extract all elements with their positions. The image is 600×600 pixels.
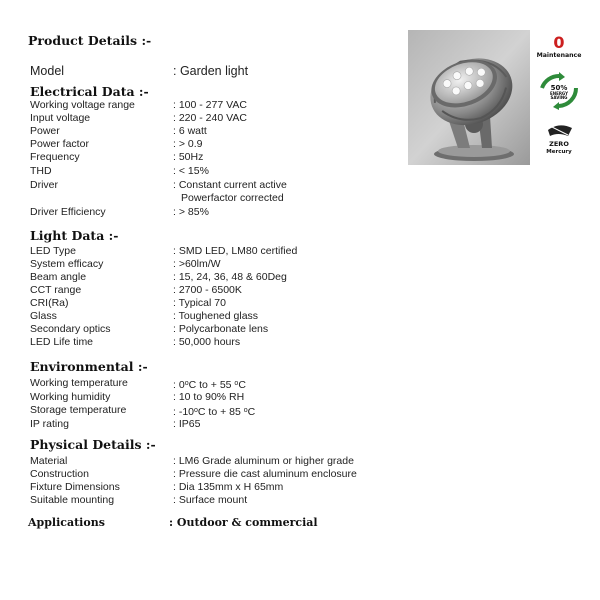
- spec-row: [30, 455, 430, 468]
- spec-row: [30, 310, 430, 323]
- energy-percent: 50%: [550, 84, 568, 92]
- spec-label: Working voltage range: [30, 99, 135, 111]
- spec-value: : 100 - 277 VAC: [173, 99, 247, 111]
- saving-word: SAVING: [550, 95, 568, 100]
- spec-value: : > 85%: [173, 206, 209, 218]
- spec-row: [30, 494, 430, 507]
- temp-from: : -10: [173, 406, 195, 418]
- applications-value: : Outdoor & commercial: [169, 516, 318, 529]
- spec-value: : < 15%: [173, 165, 209, 177]
- spec-value: : Pressure die cast aluminum enclosure: [173, 468, 357, 480]
- spec-value: : Dia 135mm x H 65mm: [173, 481, 284, 493]
- temp-from: : 0: [173, 379, 185, 391]
- garden-light-product-photo: [408, 30, 530, 165]
- degree-sign: o: [194, 407, 198, 414]
- spec-label: THD: [30, 165, 52, 177]
- applications-row: [28, 516, 448, 529]
- spec-row: [30, 391, 430, 404]
- spec-row: [30, 138, 430, 151]
- spec-row: [30, 297, 430, 310]
- spec-label: LED Type: [30, 245, 76, 257]
- spec-row: [30, 125, 430, 138]
- spec-row: [30, 377, 430, 390]
- temp-to: C to + 85: [197, 406, 244, 418]
- environmental-heading: Environmental :-: [30, 359, 148, 374]
- spec-label: System efficacy: [30, 258, 104, 270]
- spec-label: Working humidity: [30, 391, 111, 403]
- spec-row-model: [30, 63, 430, 79]
- spec-value: : 10 to 90% RH: [173, 391, 245, 403]
- spec-label: Driver Efficiency: [30, 206, 106, 218]
- spec-value: : IP65: [173, 418, 201, 430]
- spec-value: : 50,000 hours: [173, 336, 241, 348]
- temp-unit: C: [247, 406, 256, 418]
- spec-value: : >60lm/W: [173, 258, 221, 270]
- spec-row: [30, 245, 430, 258]
- spec-value: : Garden light: [173, 64, 249, 78]
- spec-value: : 50Hz: [173, 151, 204, 163]
- spec-row: [30, 258, 430, 271]
- temp-to: C to + 55: [188, 379, 235, 391]
- spec-row: [30, 112, 430, 125]
- spec-value: : Surface mount: [173, 494, 248, 506]
- physical-details-heading: Physical Details :-: [30, 437, 156, 452]
- zero-maintenance-badge: [537, 33, 582, 59]
- degree-sign: o: [234, 380, 239, 387]
- product-details-heading: Product Details :-: [28, 33, 152, 48]
- electrical-data-heading: Electrical Data :-: [30, 84, 149, 99]
- applications-label: Applications: [28, 516, 105, 529]
- light-data-heading: Light Data :-: [30, 228, 119, 243]
- spec-label: Beam angle: [30, 271, 87, 283]
- degree-sign: o: [243, 407, 248, 414]
- spec-value: [173, 377, 246, 392]
- zero-label: ZERO: [549, 140, 569, 148]
- spec-value: : SMD LED, LM80 certified: [173, 245, 298, 257]
- spec-label: Input voltage: [30, 112, 91, 124]
- spec-label: Power: [30, 125, 60, 137]
- spec-label: Power factor: [30, 138, 89, 150]
- spec-row: [30, 165, 430, 178]
- spec-value: : Polycarbonate lens: [173, 323, 269, 335]
- spec-value: [173, 404, 255, 419]
- spec-row: [30, 404, 430, 417]
- spec-value: : 6 watt: [173, 125, 207, 137]
- spec-row: [30, 481, 430, 494]
- spec-label: Storage temperature: [30, 404, 127, 416]
- spec-label: Driver: [30, 179, 58, 191]
- spec-label: Frequency: [30, 151, 80, 163]
- spec-label: Model: [30, 64, 65, 78]
- maintenance-number: 0: [553, 33, 565, 52]
- spec-label: Fixture Dimensions: [30, 481, 120, 493]
- mercury-label: Mercury: [546, 149, 572, 155]
- energy-word: ENERGY: [550, 91, 568, 96]
- spec-label: Glass: [30, 310, 57, 322]
- spec-value: : LM6 Grade aluminum or higher grade: [173, 455, 354, 467]
- spec-value: : 15, 24, 36, 48 & 60Deg: [173, 271, 287, 283]
- spec-row: [30, 99, 430, 112]
- spec-value: : Typical 70: [173, 297, 226, 309]
- spec-label: CCT range: [30, 284, 82, 296]
- spec-value-continued: Powerfactor corrected: [181, 192, 284, 204]
- spec-row: [30, 468, 430, 481]
- spec-row: [30, 336, 430, 349]
- spec-label: Working temperature: [30, 377, 128, 389]
- spec-row: [30, 284, 430, 297]
- spec-value: : Constant current active: [173, 179, 287, 191]
- maintenance-label: Maintenance: [536, 52, 582, 59]
- spec-label: Material: [30, 455, 68, 467]
- temp-unit: C: [238, 379, 246, 391]
- spec-value: : > 0.9: [173, 138, 203, 150]
- spec-value: : Toughened glass: [173, 310, 259, 322]
- energy-saving-badge: [542, 72, 576, 110]
- feature-badges: [532, 30, 586, 165]
- spec-row: [30, 151, 430, 164]
- spec-row: [30, 418, 430, 431]
- spec-row: [30, 271, 430, 284]
- degree-sign: o: [184, 380, 189, 387]
- spec-row: [30, 179, 430, 205]
- spec-label: CRI(Ra): [30, 297, 69, 309]
- zero-mercury-badge: [546, 125, 572, 155]
- spec-value: : 220 - 240 VAC: [173, 112, 247, 124]
- spec-row: [30, 206, 430, 219]
- spec-value: : 2700 - 6500K: [173, 284, 242, 296]
- spec-row: [30, 323, 430, 336]
- spec-label: Construction: [30, 468, 89, 480]
- spec-label: LED Life time: [30, 336, 94, 348]
- spec-label: IP rating: [30, 418, 69, 430]
- spec-label: Suitable mounting: [30, 494, 115, 506]
- spec-label: Secondary optics: [30, 323, 111, 335]
